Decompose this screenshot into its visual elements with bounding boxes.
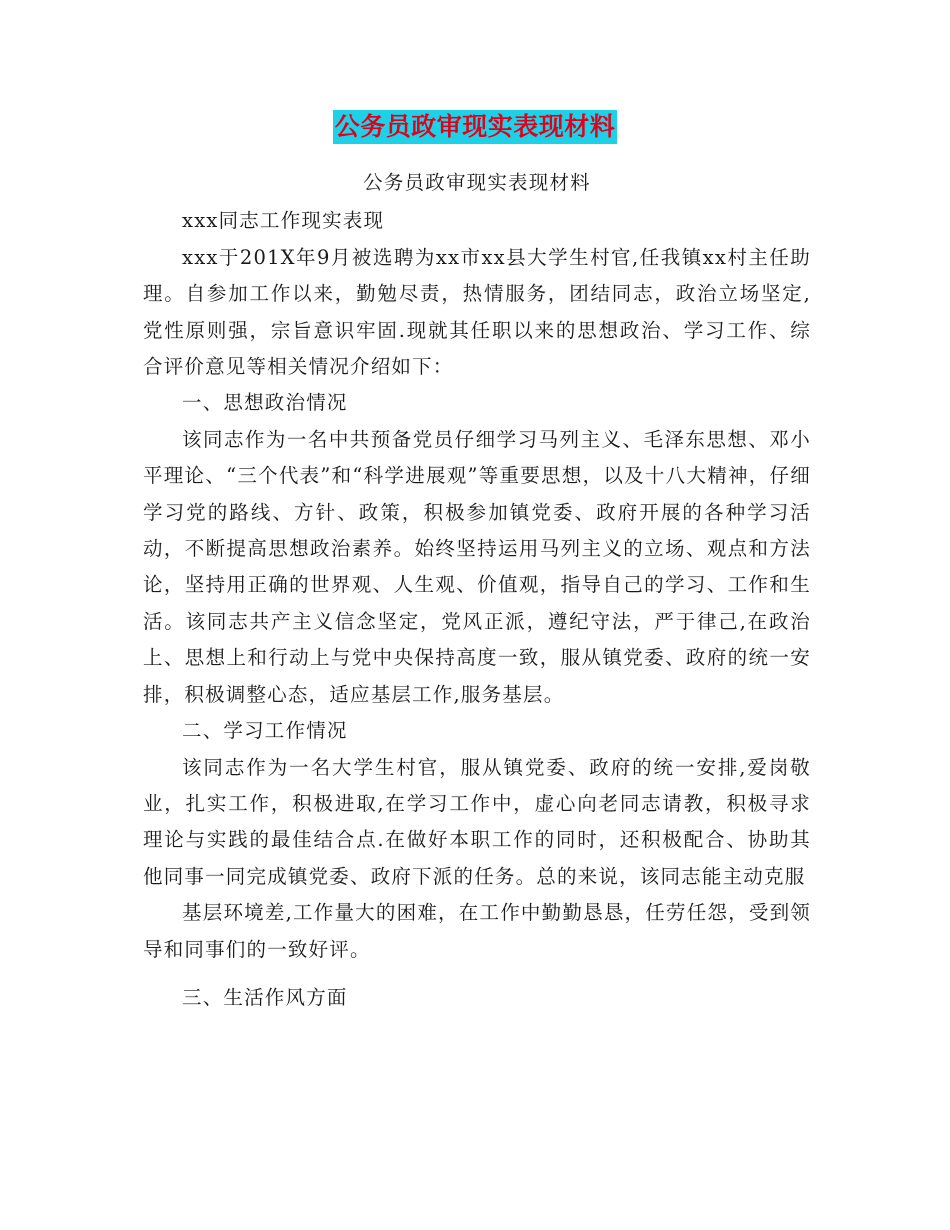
document-subtitle: 公务员政审现实表现材料 <box>363 171 591 194</box>
document-title: 公务员政审现实表现材料 <box>333 110 618 144</box>
paragraph-work-continued: 基层环境差,工作量大的困难，在工作中勤勤恳恳，任劳任怨，受到领导和同事们的一致好评。 <box>143 901 811 961</box>
paragraph-heading-intro: xxx同志工作现实表现 <box>182 209 385 233</box>
title-wrap <box>0 110 950 144</box>
section-heading-politics: 一、思想政治情况 <box>182 391 348 415</box>
paragraph-politics: 该同志作为一名中共预备党员仔细学习马列主义、毛泽东思想、邓小平理论、“三个代表”和“科学进展观”等重要思想，以及十八大精神，仔细学习党的路线、方针、政策，积极参加镇党委、政府开展的各种学习活动，不断提高思想政治素养。始终坚持运用马列主义的立场、观点和方法论，坚持用正确的世界观、人生观、价值观，指导自己的学习、工作和生活。该同志共产主义信念坚定，党风正派，遵纪守法，严于律己,在政治上、思想上和行动上与党中央保持高度一致，服从镇党委、政府的统一安排，积极调整心态，适应基层工作,服务基层。 <box>143 427 811 706</box>
paragraph-intro: xxx于201X年9月被选聘为xx市xx县大学生村官,任我镇xx村主任助理。自参加工作以来，勤勉尽责，热情服务，团结同志，政治立场坚定,党性原则强，宗旨意识牢固.现就其任职以来的思想政治、学习工作、综合评价意见等相关情况介绍如下： <box>143 245 811 379</box>
paragraph-work: 该同志作为一名大学生村官，服从镇党委、政府的统一安排,爱岗敬业，扎实工作，积极进取,在学习工作中，虚心向老同志请教，积极寻求理论与实践的最佳结合点.在做好本职工作的同时，还积极配合、协助其他同事一同完成镇党委、政府下派的任务。总的来说，该同志能主动克服 <box>143 755 811 888</box>
document-body <box>143 165 811 1016</box>
section-heading-lifestyle: 三、生活作风方面 <box>182 985 348 1009</box>
section-heading-work: 二、学习工作情况 <box>182 719 348 743</box>
